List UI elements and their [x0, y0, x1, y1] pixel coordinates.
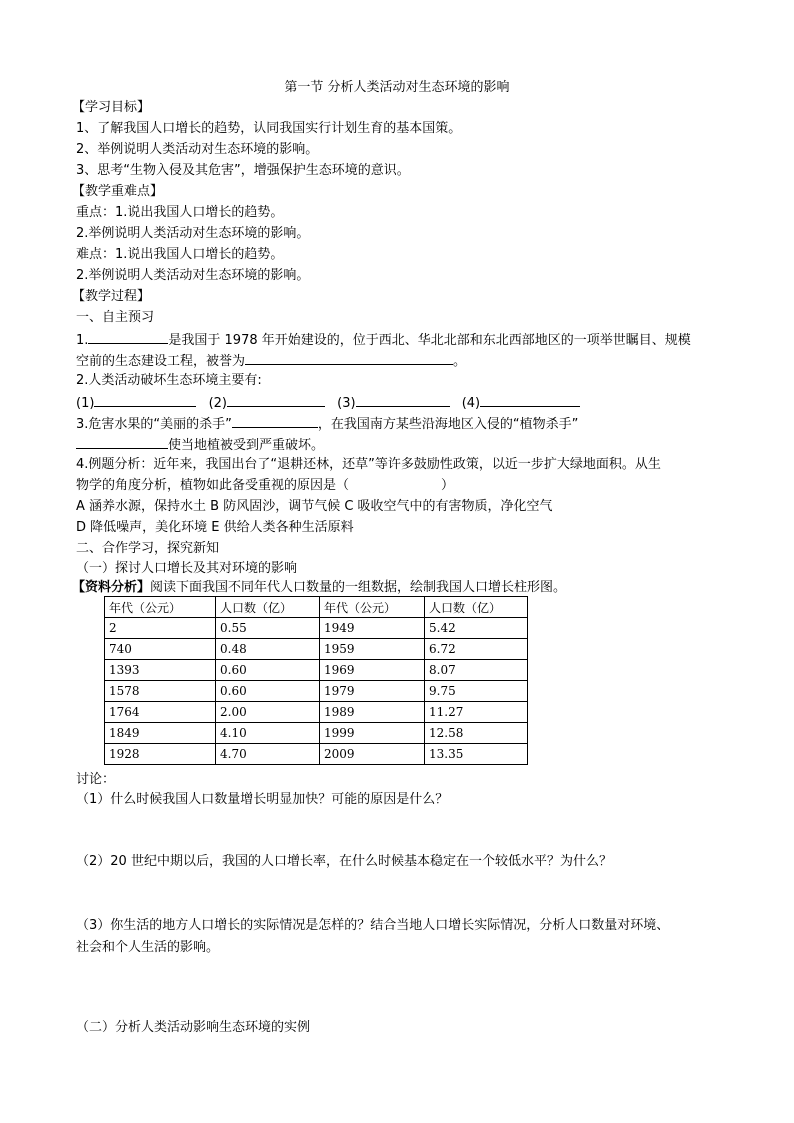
q2-blank-1[interactable] [94, 392, 196, 407]
q2-label-3: (3) [337, 396, 356, 411]
table-cell: 0.55 [216, 618, 320, 639]
table-cell: 1393 [105, 660, 216, 681]
table-row [105, 744, 528, 765]
q1-text: 是我国于 1978 年开始建设的，位于西北、华北北部和东北西部地区的一项举世瞩目、规模 [168, 333, 691, 348]
q3-text-2: ，在我国南方某些沿海地区入侵的“植物杀手” [317, 417, 579, 432]
table-row [105, 639, 528, 660]
q1-number: 1. [76, 333, 89, 348]
question-4-line1: 4.例题分析：近年来，我国出台了“退耕还林，还草”等许多鼓励性政策，以近一步扩大绿地面积。从生 [76, 457, 661, 472]
table-cell: 1989 [320, 702, 425, 723]
table-cell: 740 [105, 639, 216, 660]
q1-blank-2[interactable] [245, 350, 453, 365]
q4-text: 物学的角度分析，植物如此备受重视的原因是（ [76, 478, 350, 493]
question-3-line1 [76, 413, 578, 433]
q2-blank-2[interactable] [227, 392, 325, 407]
question-1-line1 [76, 329, 691, 349]
table-header-row [105, 597, 528, 618]
table-cell: 2 [105, 618, 216, 639]
table-row [105, 618, 528, 639]
table-header: 人口数（亿） [216, 597, 320, 618]
page-title: 第一节 分析人类活动对生态环境的影响 [284, 80, 510, 95]
discussion-q3-line1: （3）你生活的地方人口增长的实际情况是怎样的？结合当地人口增长实际情况，分析人口数量对环境、 [76, 918, 670, 933]
table-header: 年代（公元） [105, 597, 216, 618]
table-cell: 1849 [105, 723, 216, 744]
table-cell: 0.48 [216, 639, 320, 660]
table-cell: 1959 [320, 639, 425, 660]
table-header: 年代（公元） [320, 597, 425, 618]
table-cell: 2009 [320, 744, 425, 765]
population-table [104, 596, 528, 765]
table-cell: 0.60 [216, 660, 320, 681]
difficulty-1: 难点：1.说出我国人口增长的趋势。 [76, 247, 284, 262]
table-cell: 1949 [320, 618, 425, 639]
q3-blank-2[interactable] [76, 434, 168, 449]
discussion-q1: （1）什么时候我国人口数量增长明显加快？可能的原因是什么？ [76, 792, 449, 807]
discussion-q2: （2）20 世纪中期以后，我国的人口增长率，在什么时候基本稳定在一个较低水平？为什么？ [76, 854, 612, 869]
table-cell: 2.00 [216, 702, 320, 723]
table-header: 人口数（亿） [425, 597, 528, 618]
sub2-heading: （二）分析人类活动影响生态环境的实例 [76, 1020, 311, 1035]
analysis-text: 阅读下面我国不同年代人口数量的一组数据，绘制我国人口增长柱形图。 [150, 580, 567, 595]
table-cell: 13.35 [425, 744, 528, 765]
q1-text-2: 空前的生态建设工程，被誉为 [76, 354, 246, 369]
table-row [105, 702, 528, 723]
table-cell: 11.27 [425, 702, 528, 723]
q3-text-1: 3.危害水果的“美丽的杀手” [76, 417, 232, 432]
table-cell: 1979 [320, 681, 425, 702]
question-2-blanks [76, 392, 580, 412]
table-cell: 12.58 [425, 723, 528, 744]
table-cell: 1764 [105, 702, 216, 723]
analysis-label: 【资料分析】 [72, 580, 151, 595]
table-cell: 1928 [105, 744, 216, 765]
q1-blank-1[interactable] [88, 329, 168, 344]
objective-3: 3、思考“生物入侵及其危害”，增强保护生态环境的意识。 [76, 163, 410, 178]
q3-text-3: 使当地植被受到严重破坏。 [168, 438, 325, 453]
table-cell: 5.42 [425, 618, 528, 639]
key-point-1: 重点：1.说出我国人口增长的趋势。 [76, 205, 284, 220]
part2-heading: 二、合作学习，探究新知 [76, 541, 220, 556]
question-1-line2 [76, 350, 466, 370]
table-row [105, 723, 528, 744]
analysis-line [72, 578, 566, 598]
table-cell: 8.07 [425, 660, 528, 681]
q4-close: ） [441, 478, 455, 493]
question-4-line2 [76, 476, 454, 496]
difficulty-2: 2.举例说明人类活动对生态环境的影响。 [76, 268, 310, 283]
discussion-heading: 讨论： [76, 772, 116, 787]
discussion-q3-line2: 社会和个人生活的影响。 [76, 940, 220, 955]
q2-blank-3[interactable] [356, 392, 450, 407]
key-points-heading: 【教学重难点】 [72, 184, 164, 199]
question-3-line2 [76, 434, 324, 454]
process-heading: 【教学过程】 [72, 289, 151, 304]
q2-label-4: (4) [461, 396, 481, 411]
q1-end: 。 [453, 354, 467, 369]
objectives-heading: 【学习目标】 [72, 100, 151, 115]
question-2: 2.人类活动破坏生态环境主要有: [76, 373, 262, 388]
table-cell: 1969 [320, 660, 425, 681]
table-cell: 9.75 [425, 681, 528, 702]
part1-heading: 一、自主预习 [76, 310, 155, 325]
q2-blank-4[interactable] [480, 392, 580, 407]
table-cell: 1578 [105, 681, 216, 702]
key-point-2: 2.举例说明人类活动对生态环境的影响。 [76, 226, 310, 241]
table-row [105, 660, 528, 681]
table-cell: 4.70 [216, 744, 320, 765]
q2-label-1: (1) [76, 396, 95, 411]
table-cell: 1999 [320, 723, 425, 744]
objective-1: 1、了解我国人口增长的趋势，认同我国实行计划生育的基本国策。 [76, 121, 462, 136]
question-4-options-2: D 降低噪声，美化环境 E 供给人类各种生活原料 [76, 520, 354, 535]
sub1-heading: （一）探讨人口增长及其对环境的影响 [76, 561, 298, 576]
question-4-options-1: A 涵养水源，保持水土 B 防风固沙，调节气候 C 吸收空气中的有害物质，净化空气 [76, 499, 553, 514]
table-cell: 4.10 [216, 723, 320, 744]
q3-blank-1[interactable] [232, 413, 318, 428]
q2-label-2: (2) [208, 396, 227, 411]
table-cell: 0.60 [216, 681, 320, 702]
objective-2: 2、举例说明人类活动对生态环境的影响。 [76, 142, 319, 157]
table-cell: 6.72 [425, 639, 528, 660]
table-row [105, 681, 528, 702]
